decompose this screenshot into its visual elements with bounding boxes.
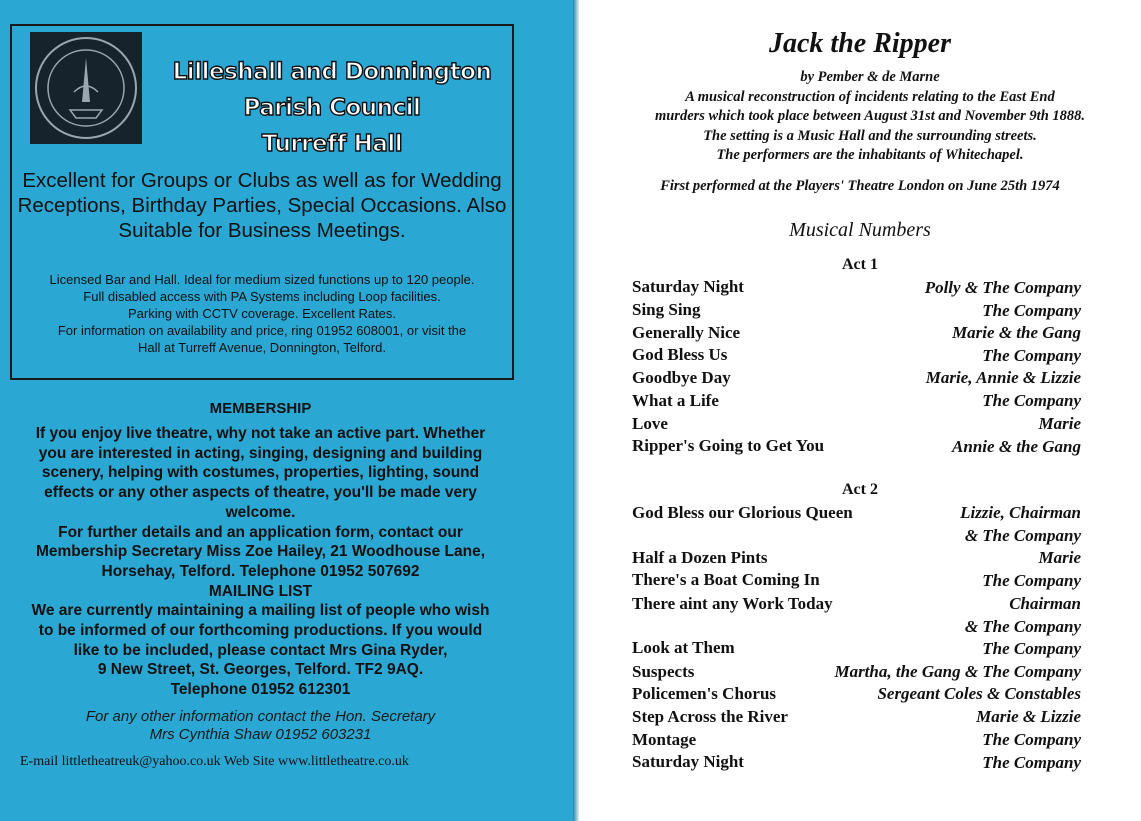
mailing-list-line: to be informed of our forthcoming productions. If you would <box>38 622 483 640</box>
song-performers: The Company <box>982 571 1081 590</box>
advert-detail-line: Parking with CCTV coverage. Excellent Rates. <box>127 306 397 321</box>
advert-detail-line: Full disabled access with PA Systems including Loop facilities. <box>83 289 441 304</box>
song-performers: Martha, the Gang & The Company <box>834 662 1081 681</box>
song-title: Look at Them <box>632 638 735 657</box>
song-performers: Marie <box>1038 414 1081 433</box>
song-title: Policemen's Chorus <box>632 684 777 703</box>
song-performers: Marie <box>1038 548 1081 567</box>
song-performers: The Company <box>982 346 1081 365</box>
membership-line: scenery, helping with costumes, properties, lighting, sound <box>41 464 480 482</box>
membership-line: Horsehay, Telford. Telephone 01952 507692 <box>101 562 420 580</box>
song-performers: Marie & the Gang <box>952 323 1081 342</box>
advert-details <box>12 271 512 356</box>
song-title: There's a Boat Coming In <box>632 570 820 589</box>
song-performers: The Company <box>982 753 1081 772</box>
mailing-list-line: 9 New Street, St. Georges, Telford. TF2 9AQ. <box>97 661 424 679</box>
hall-name: Turreff Hall <box>261 131 403 157</box>
song-title: Love <box>632 414 668 433</box>
song-title: Step Across the River <box>632 707 788 726</box>
song-performers-continued: & The Company <box>964 617 1081 636</box>
song-performers: The Company <box>982 391 1081 410</box>
song-performers: Marie, Annie & Lizzie <box>925 368 1081 387</box>
song-title: Goodbye Day <box>632 368 731 387</box>
song-performers: The Company <box>982 639 1081 658</box>
song-title: Sing Sing <box>632 300 701 319</box>
song-performers: Chairman <box>1009 594 1081 613</box>
song-title: Saturday Night <box>632 752 744 771</box>
membership-line: Membership Secretary Miss Zoe Hailey, 21 Woodhouse Lane, <box>35 543 486 561</box>
mailing-list-line: Telephone 01952 612301 <box>170 681 351 699</box>
mailing-list-title: MAILING LIST <box>208 582 313 600</box>
song-title: Montage <box>632 730 697 749</box>
secretary-line: For any other information contact the Hon. Secretary <box>85 708 436 725</box>
membership-line: For further details and an application form, contact our <box>58 523 463 541</box>
advert-main-text: Excellent for Groups or Clubs as well as for Wedding Receptions, Birthday Parties, Special Occasions. Also Suitable for Business Meetings. <box>17 169 507 242</box>
song-performers-continued: & The Company <box>964 526 1081 545</box>
council-heading <box>152 54 512 162</box>
mailing-list-line: like to be included, please contact Mrs Gina Ryder, <box>73 641 448 659</box>
secretary-contact <box>8 708 513 744</box>
song-title: There aint any Work Today <box>632 594 833 613</box>
song-title: Ripper's Going to Get You <box>632 436 825 455</box>
song-performers: The Company <box>982 730 1081 749</box>
show-title: Jack the Ripper <box>769 28 951 59</box>
hall-advert-box <box>10 24 514 380</box>
act2-label: Act 2 <box>842 481 878 498</box>
song-performers: Lizzie, Chairman <box>960 503 1081 522</box>
membership-line: you are interested in acting, singing, designing and building <box>38 444 483 462</box>
intro-line: murders which took place between August 31st and November 9th 1888. <box>654 108 1086 124</box>
song-title: Half a Dozen Pints <box>632 548 768 567</box>
show-intro <box>600 68 1140 166</box>
song-title: Suspects <box>632 662 695 681</box>
membership-section <box>8 424 513 700</box>
advert-detail-line: For information on availability and price, ring 01952 608001, or visit the <box>57 323 467 338</box>
council-name: Lilleshall and Donnington Parish Council <box>172 59 492 121</box>
advert-detail-line: Licensed Bar and Hall. Ideal for medium sized functions up to 120 people. <box>49 272 475 287</box>
membership-line: welcome. <box>225 503 296 521</box>
act1-label: Act 1 <box>842 256 878 273</box>
intro-line: The performers are the inhabitants of Whitechapel. <box>716 147 1024 163</box>
council-seal-icon <box>30 32 142 144</box>
song-title: Saturday Night <box>632 277 744 296</box>
song-performers: Polly & The Company <box>924 278 1081 297</box>
email-website-line: E-mail littletheatreuk@yahoo.co.uk Web Site www.littletheatre.co.uk <box>20 754 409 769</box>
membership-title: MEMBERSHIP <box>209 400 312 417</box>
song-performers: Sergeant Coles & Constables <box>877 684 1081 703</box>
song-title: What a Life <box>632 391 719 410</box>
membership-line: If you enjoy live theatre, why not take an active part. Whether <box>35 425 486 442</box>
musical-numbers-heading: Musical Numbers <box>789 219 931 241</box>
first-performed: First performed at the Players' Theatre London on June 25th 1974 <box>660 178 1060 194</box>
intro-line: A musical reconstruction of incidents relating to the East End <box>685 88 1055 105</box>
song-title: God Bless Us <box>632 345 728 364</box>
intro-line: by Pember & de Marne <box>800 69 940 85</box>
song-performers: Annie & the Gang <box>952 437 1081 456</box>
secretary-line: Mrs Cynthia Shaw 01952 603231 <box>149 726 372 743</box>
membership-line: effects or any other aspects of theatre, you'll be made very <box>44 484 477 502</box>
mailing-list-line: We are currently maintaining a mailing list of people who wish <box>31 602 490 620</box>
intro-line: The setting is a Music Hall and the surrounding streets. <box>703 127 1037 144</box>
song-performers: Marie & Lizzie <box>976 707 1081 726</box>
advert-detail-line: Hall at Turreff Avenue, Donnington, Telford. <box>138 340 386 355</box>
song-title: God Bless our Glorious Queen <box>632 503 853 522</box>
song-title: Generally Nice <box>632 323 741 342</box>
song-performers: The Company <box>982 301 1081 320</box>
